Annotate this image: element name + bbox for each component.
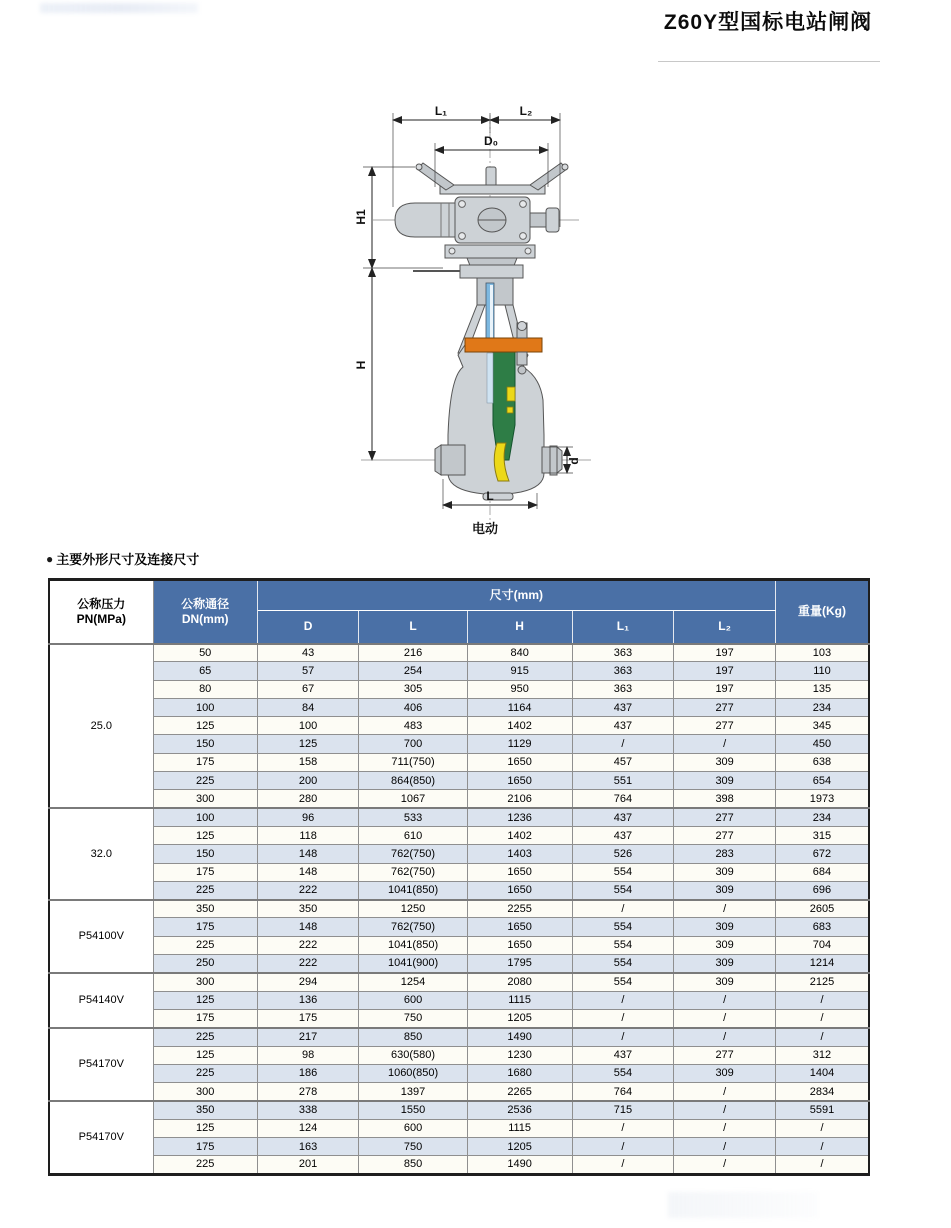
table-cell: 277 — [674, 717, 776, 735]
table-cell: 2536 — [467, 1101, 572, 1119]
table-cell: 350 — [257, 900, 359, 918]
table-cell: 80 — [153, 680, 257, 698]
table-cell: 554 — [572, 918, 674, 936]
table-cell: 197 — [674, 662, 776, 680]
table-cell: 533 — [359, 808, 467, 826]
table-cell: 57 — [257, 662, 359, 680]
table-row — [49, 936, 869, 954]
table-cell: 175 — [153, 863, 257, 881]
table-cell: 457 — [572, 753, 674, 771]
table-row — [49, 1083, 869, 1101]
table-cell: 1650 — [467, 936, 572, 954]
table-cell: 234 — [775, 808, 869, 826]
table-cell: / — [674, 1101, 776, 1119]
table-cell: 222 — [257, 955, 359, 973]
handwheel-plate — [440, 185, 545, 194]
table-cell: 158 — [257, 753, 359, 771]
table-cell: 363 — [572, 644, 674, 662]
wedge-guide-yellow — [507, 407, 513, 413]
dn-header-line1: 公称通径 — [181, 596, 230, 611]
table-row — [49, 680, 869, 698]
table-cell: 1680 — [467, 1064, 572, 1082]
table-cell: / — [674, 735, 776, 753]
table-cell: 43 — [257, 644, 359, 662]
stem-lower — [487, 353, 493, 403]
table-cell: 216 — [359, 644, 467, 662]
col-header-weight: 重量(Kg) — [775, 580, 869, 644]
weld-end-left — [435, 445, 441, 475]
table-cell: 197 — [674, 680, 776, 698]
table-cell: 225 — [153, 936, 257, 954]
table-cell: 309 — [674, 955, 776, 973]
table-cell: 554 — [572, 1064, 674, 1082]
table-cell: / — [775, 1028, 869, 1046]
col-header-L: L — [359, 611, 467, 644]
table-cell: 750 — [359, 1138, 467, 1156]
table-cell: / — [674, 1119, 776, 1137]
bolt — [520, 201, 527, 208]
pressure-group-label: P54140V — [49, 973, 153, 1028]
table-cell: 277 — [674, 808, 776, 826]
table-row — [49, 1046, 869, 1064]
table-cell: 309 — [674, 881, 776, 899]
table-cell: 200 — [257, 772, 359, 790]
table-cell: 283 — [674, 845, 776, 863]
table-cell: 764 — [572, 790, 674, 808]
table-cell: 715 — [572, 1101, 674, 1119]
table-cell: / — [674, 1009, 776, 1027]
table-cell: 148 — [257, 863, 359, 881]
table-cell: 300 — [153, 973, 257, 991]
table-cell: 915 — [467, 662, 572, 680]
table-cell: 950 — [467, 680, 572, 698]
table-cell: 100 — [257, 717, 359, 735]
table-cell: 2080 — [467, 973, 572, 991]
side-knob — [546, 208, 559, 232]
table-cell: 600 — [359, 1119, 467, 1137]
label-L: L — [486, 489, 494, 503]
table-row — [49, 790, 869, 808]
pressure-group-label: 25.0 — [49, 644, 153, 809]
handwheel-spoke-right — [530, 163, 567, 190]
table-cell: 100 — [153, 698, 257, 716]
dimensions-table — [48, 578, 870, 1176]
table-cell: 5591 — [775, 1101, 869, 1119]
bolt — [459, 233, 466, 240]
table-cell: 483 — [359, 717, 467, 735]
label-d: d — [567, 457, 581, 465]
table-cell: 2834 — [775, 1083, 869, 1101]
table-cell: 277 — [674, 698, 776, 716]
table-cell: 225 — [153, 1156, 257, 1174]
table-cell: 1067 — [359, 790, 467, 808]
table-row — [49, 1028, 869, 1046]
table-cell: 1129 — [467, 735, 572, 753]
yoke-column — [477, 278, 513, 305]
table-row — [49, 735, 869, 753]
table-cell: 437 — [572, 826, 674, 844]
table-cell: 175 — [153, 1009, 257, 1027]
col-header-D: D — [257, 611, 359, 644]
table-cell: 222 — [257, 881, 359, 899]
table-cell: 225 — [153, 881, 257, 899]
section-title: 主要外形尺寸及连接尺寸 — [56, 552, 200, 567]
table-cell: 1254 — [359, 973, 467, 991]
table-cell: 67 — [257, 680, 359, 698]
table-cell: 1490 — [467, 1156, 572, 1174]
table-row — [49, 955, 869, 973]
table-cell: 437 — [572, 717, 674, 735]
table-cell: 2265 — [467, 1083, 572, 1101]
table-cell: 2106 — [467, 790, 572, 808]
table-row — [49, 698, 869, 716]
label-D0: D₀ — [483, 134, 499, 148]
label-H1: H1 — [354, 209, 368, 225]
table-row — [49, 644, 869, 662]
table-cell: / — [572, 900, 674, 918]
table-cell: 610 — [359, 826, 467, 844]
table-cell: 554 — [572, 955, 674, 973]
table-cell: 186 — [257, 1064, 359, 1082]
table-cell: 684 — [775, 863, 869, 881]
bullet-icon: ● — [46, 551, 54, 566]
table-cell: 762(750) — [359, 863, 467, 881]
table-cell: / — [572, 991, 674, 1009]
table-cell: 1402 — [467, 717, 572, 735]
table-cell: 450 — [775, 735, 869, 753]
table-cell: 222 — [257, 936, 359, 954]
col-header-pressure — [49, 580, 153, 644]
weld-end-right — [557, 447, 562, 473]
table-cell: 1236 — [467, 808, 572, 826]
table-row — [49, 808, 869, 826]
table-cell: 100 — [153, 808, 257, 826]
table-cell: 700 — [359, 735, 467, 753]
table-cell: / — [775, 1119, 869, 1137]
pipe-stub-left — [441, 445, 465, 475]
spoke-cap — [416, 164, 422, 170]
pressure-group-label: 32.0 — [49, 808, 153, 899]
table-cell: 125 — [153, 1119, 257, 1137]
table-cell: 711(750) — [359, 753, 467, 771]
col-header-H: H — [467, 611, 572, 644]
table-cell: 135 — [775, 680, 869, 698]
table-cell: 1250 — [359, 900, 467, 918]
table-cell: 197 — [674, 644, 776, 662]
table-row — [49, 863, 869, 881]
col-header-size-span: 尺寸(mm) — [257, 580, 775, 611]
table-cell: 554 — [572, 863, 674, 881]
actuator-base-plate — [445, 245, 535, 258]
table-cell: 280 — [257, 790, 359, 808]
gland-ball — [518, 366, 526, 374]
table-cell: / — [674, 1138, 776, 1156]
table-cell: 840 — [467, 644, 572, 662]
table-cell: 554 — [572, 881, 674, 899]
table-row — [49, 973, 869, 991]
table-cell: 1041(900) — [359, 955, 467, 973]
table-cell: 254 — [359, 662, 467, 680]
valve-technical-drawing — [345, 95, 625, 550]
table-row — [49, 1009, 869, 1027]
table-row — [49, 826, 869, 844]
table-row — [49, 1101, 869, 1119]
table-cell: 554 — [572, 936, 674, 954]
table-cell: 175 — [153, 918, 257, 936]
table-cell: 125 — [153, 717, 257, 735]
dn-header-line2: DN(mm) — [181, 611, 229, 626]
table-cell: 110 — [775, 662, 869, 680]
table-row — [49, 1064, 869, 1082]
table-cell: 315 — [775, 826, 869, 844]
gland-bolt-lower — [517, 352, 527, 365]
table-cell: 1973 — [775, 790, 869, 808]
table-cell: 1402 — [467, 826, 572, 844]
table-cell: 1795 — [467, 955, 572, 973]
table-cell: 1650 — [467, 918, 572, 936]
table-cell: 437 — [572, 808, 674, 826]
col-header-L1: L₁ — [572, 611, 674, 644]
side-shaft — [530, 213, 546, 227]
table-cell: 96 — [257, 808, 359, 826]
table-row — [49, 991, 869, 1009]
table-cell: 1041(850) — [359, 881, 467, 899]
table-cell: 1230 — [467, 1046, 572, 1064]
table-row — [49, 881, 869, 899]
table-cell: / — [674, 1028, 776, 1046]
table-cell: 250 — [153, 955, 257, 973]
table-cell: 234 — [775, 698, 869, 716]
pressure-header-line1: 公称压力 — [77, 596, 126, 611]
table-cell: 125 — [153, 991, 257, 1009]
table-cell: 672 — [775, 845, 869, 863]
drawing-caption: 电动 — [471, 521, 499, 536]
table-cell: 864(850) — [359, 772, 467, 790]
table-cell: / — [572, 1028, 674, 1046]
table-cell: 225 — [153, 1028, 257, 1046]
label-H: H — [354, 360, 368, 370]
table-row — [49, 772, 869, 790]
table-cell: 630(580) — [359, 1046, 467, 1064]
table-cell: 309 — [674, 772, 776, 790]
table-cell: 850 — [359, 1156, 467, 1174]
table-cell: 309 — [674, 863, 776, 881]
table-cell: 1041(850) — [359, 936, 467, 954]
label-L1: L₁ — [434, 104, 448, 118]
table-cell: 163 — [257, 1138, 359, 1156]
table-cell: 363 — [572, 662, 674, 680]
gland-flange-orange — [465, 338, 542, 352]
table-cell: 350 — [153, 900, 257, 918]
table-row — [49, 1156, 869, 1174]
table-cell: 1060(850) — [359, 1064, 467, 1082]
table-cell: 305 — [359, 680, 467, 698]
table-cell: 125 — [257, 735, 359, 753]
table-cell: 309 — [674, 1064, 776, 1082]
table-cell: / — [674, 1083, 776, 1101]
table-cell: 406 — [359, 698, 467, 716]
section-header — [46, 549, 199, 568]
table-row — [49, 900, 869, 918]
table-cell: / — [775, 1156, 869, 1174]
table-cell: 2255 — [467, 900, 572, 918]
bonnet-collar — [460, 265, 523, 278]
table-cell: 103 — [775, 644, 869, 662]
table-cell: 638 — [775, 753, 869, 771]
table-cell: / — [572, 1009, 674, 1027]
table-cell: / — [572, 1138, 674, 1156]
table-cell: 551 — [572, 772, 674, 790]
table-cell: 1115 — [467, 991, 572, 1009]
table-cell: 350 — [153, 1101, 257, 1119]
table-cell: 1397 — [359, 1083, 467, 1101]
table-cell: / — [674, 1156, 776, 1174]
table-cell: 84 — [257, 698, 359, 716]
table-cell: 1650 — [467, 753, 572, 771]
table-cell: 125 — [153, 1046, 257, 1064]
table-cell: 277 — [674, 826, 776, 844]
table-cell: 50 — [153, 644, 257, 662]
table-cell: 65 — [153, 662, 257, 680]
label-L2: L₂ — [519, 104, 533, 118]
col-header-L2: L₂ — [674, 611, 776, 644]
table-cell: 309 — [674, 753, 776, 771]
table-cell: 1650 — [467, 881, 572, 899]
table-cell: 338 — [257, 1101, 359, 1119]
table-cell: 1650 — [467, 863, 572, 881]
table-cell: 1214 — [775, 955, 869, 973]
table-cell: 1403 — [467, 845, 572, 863]
bolt — [520, 233, 527, 240]
pressure-group-label: P54170V — [49, 1028, 153, 1101]
table-body — [49, 644, 869, 1175]
table-cell: 148 — [257, 845, 359, 863]
table-cell: 300 — [153, 790, 257, 808]
table-cell: 201 — [257, 1156, 359, 1174]
faded-logo-remnant — [40, 3, 198, 13]
title-divider — [658, 61, 880, 62]
gland-nut — [518, 322, 527, 331]
spoke-cap — [562, 164, 568, 170]
table-cell: 225 — [153, 1064, 257, 1082]
table-row — [49, 1119, 869, 1137]
table-cell: 300 — [153, 1083, 257, 1101]
table-cell: 175 — [153, 753, 257, 771]
table-cell: / — [674, 991, 776, 1009]
table-cell: 217 — [257, 1028, 359, 1046]
table-cell: 175 — [257, 1009, 359, 1027]
table-cell: 1164 — [467, 698, 572, 716]
table-cell: 654 — [775, 772, 869, 790]
table-cell: / — [572, 735, 674, 753]
pressure-group-label: P54170V — [49, 1101, 153, 1174]
table-row — [49, 717, 869, 735]
table-cell: / — [674, 900, 776, 918]
bolt — [525, 248, 531, 254]
table-row — [49, 845, 869, 863]
bolt — [449, 248, 455, 254]
table-row — [49, 662, 869, 680]
table-cell: 309 — [674, 936, 776, 954]
table-cell: 1490 — [467, 1028, 572, 1046]
pressure-group-label: P54100V — [49, 900, 153, 973]
table-cell: / — [775, 991, 869, 1009]
valve-drawing-svg — [345, 95, 625, 550]
bolt — [459, 201, 466, 208]
table-cell: 696 — [775, 881, 869, 899]
table-cell: / — [775, 1138, 869, 1156]
table-cell: 150 — [153, 845, 257, 863]
handwheel-spoke-left — [417, 163, 454, 190]
table-cell: 312 — [775, 1046, 869, 1064]
table-cell: 309 — [674, 918, 776, 936]
table-cell: 600 — [359, 991, 467, 1009]
table-cell: 704 — [775, 936, 869, 954]
table-cell: 150 — [153, 735, 257, 753]
table-cell: 762(750) — [359, 845, 467, 863]
table-cell: 683 — [775, 918, 869, 936]
page-title: Z60Y型国标电站闸阀 — [663, 11, 873, 34]
table-cell: 175 — [153, 1138, 257, 1156]
table-cell: 148 — [257, 918, 359, 936]
table-cell: 309 — [674, 973, 776, 991]
table-cell: 118 — [257, 826, 359, 844]
table-cell: 1205 — [467, 1138, 572, 1156]
table-cell: 1115 — [467, 1119, 572, 1137]
table-cell: 136 — [257, 991, 359, 1009]
faded-footer-remnant — [668, 1192, 818, 1218]
table-cell: / — [775, 1009, 869, 1027]
table-cell: 2605 — [775, 900, 869, 918]
table-cell: 98 — [257, 1046, 359, 1064]
table-row — [49, 753, 869, 771]
table-cell: 437 — [572, 698, 674, 716]
table-cell: 2125 — [775, 973, 869, 991]
table-cell: 762(750) — [359, 918, 467, 936]
table-cell: 1404 — [775, 1064, 869, 1082]
table-cell: 437 — [572, 1046, 674, 1064]
pressure-header-line2: PN(MPa) — [76, 611, 126, 626]
table-cell: 278 — [257, 1083, 359, 1101]
pipe-stub-right-cap — [550, 446, 557, 475]
table-row — [49, 918, 869, 936]
col-header-dn — [153, 580, 257, 644]
pipe-stub-right — [542, 447, 550, 473]
table-cell: 1650 — [467, 772, 572, 790]
table-cell: 294 — [257, 973, 359, 991]
table-row — [49, 1138, 869, 1156]
table-cell: 1550 — [359, 1101, 467, 1119]
table-cell: / — [572, 1119, 674, 1137]
table-cell: 554 — [572, 973, 674, 991]
table-cell: 225 — [153, 772, 257, 790]
table-cell: / — [572, 1156, 674, 1174]
table-cell: 398 — [674, 790, 776, 808]
table-cell: 124 — [257, 1119, 359, 1137]
table-cell: 764 — [572, 1083, 674, 1101]
table-cell: 1205 — [467, 1009, 572, 1027]
motor-cylinder — [395, 203, 455, 237]
table-cell: 850 — [359, 1028, 467, 1046]
table-cell: 345 — [775, 717, 869, 735]
table-cell: 750 — [359, 1009, 467, 1027]
table-cell: 125 — [153, 826, 257, 844]
table-cell: 363 — [572, 680, 674, 698]
table-cell: 277 — [674, 1046, 776, 1064]
table-cell: 526 — [572, 845, 674, 863]
wedge-guide-yellow — [507, 387, 515, 401]
